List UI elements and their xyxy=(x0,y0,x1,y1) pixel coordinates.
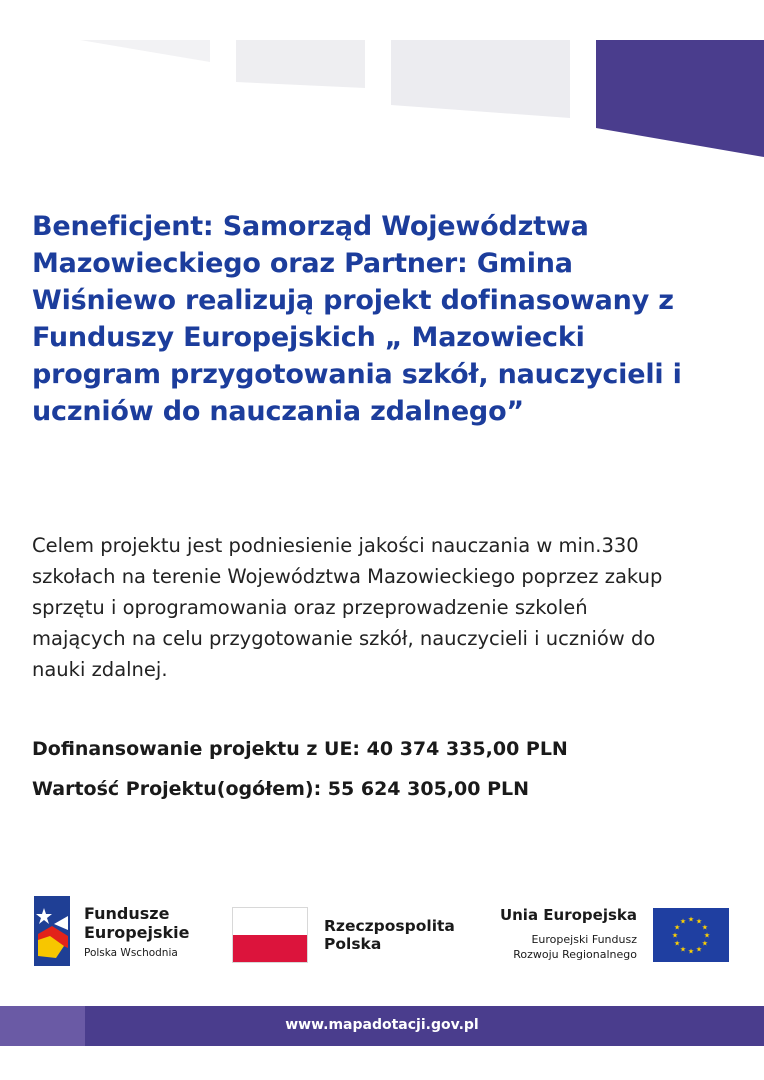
footer-bar xyxy=(0,1006,764,1046)
description-line: sprzętu i oprogramowania oraz przeprowadzenie szkoleń xyxy=(32,596,588,619)
fe-logo-line: Fundusze xyxy=(84,904,170,923)
heading-line: Beneficjent: Samorząd Województwa xyxy=(32,211,589,242)
heading-line: program przygotowania szkół, nauczycieli i xyxy=(32,359,682,390)
eu-star-icon: ★ xyxy=(701,939,709,948)
polish-flag-icon xyxy=(232,907,308,963)
eu-logo-line: Europejski Fundusz xyxy=(531,933,637,946)
decor-purple-block xyxy=(596,40,764,157)
description-line: nauki zdalnej. xyxy=(32,658,168,681)
eu-flag-icon xyxy=(653,908,729,962)
eu-star-icon: ★ xyxy=(671,931,679,940)
decor-stripe-2 xyxy=(236,40,365,88)
heading-line: uczniów do nauczania zdalnego” xyxy=(32,396,524,427)
heading-line: Mazowieckiego oraz Partner: Gmina xyxy=(32,248,573,279)
eu-star-icon: ★ xyxy=(687,915,695,924)
total-project-value: Wartość Projektu(ogółem): 55 624 305,00 PLN xyxy=(32,778,530,800)
eu-star-icon: ★ xyxy=(695,917,703,926)
eu-star-icon: ★ xyxy=(701,923,709,932)
eu-star-icon: ★ xyxy=(695,945,703,954)
pl-logo-line: Polska xyxy=(324,935,382,953)
heading-line: Wiśniewo realizują projekt dofinasowany z xyxy=(32,285,674,316)
fe-logo-line: Europejskie xyxy=(84,923,190,942)
eu-star-icon: ★ xyxy=(679,945,687,954)
eu-star-icon: ★ xyxy=(687,947,695,956)
heading-line: Funduszy Europejskich „ Mazowiecki xyxy=(32,322,585,353)
eu-logo-title: Unia Europejska xyxy=(499,906,637,924)
description-line: mających na celu przygotowanie szkół, nauczycieli i uczniów do xyxy=(32,627,656,650)
fe-logo-subtitle: Polska Wschodnia xyxy=(84,947,178,959)
description-line: szkołach na terenie Województwa Mazowieckiego poprzez zakup xyxy=(32,565,663,588)
footer-url[interactable]: www.mapadotacji.gov.pl xyxy=(285,1017,479,1033)
top-decoration xyxy=(0,0,764,170)
pl-logo-line: Rzeczpospolita xyxy=(324,917,455,935)
fe-logo-text xyxy=(84,904,190,942)
pl-logo-text xyxy=(324,917,455,953)
eu-star-icon: ★ xyxy=(703,931,711,940)
eu-cofinancing-amount: Dofinansowanie projektu z UE: 40 374 335,00 PLN xyxy=(32,738,568,760)
description-line: Celem projektu jest podniesienie jakości nauczania w min.330 xyxy=(32,534,639,557)
decor-stripe-1 xyxy=(80,40,210,62)
project-heading xyxy=(32,208,732,430)
project-description xyxy=(32,530,742,685)
eu-logo-line: Rozwoju Regionalnego xyxy=(513,948,637,961)
eu-logo-subtitle xyxy=(513,932,637,962)
logo-bar xyxy=(0,890,764,980)
eu-star-icon: ★ xyxy=(673,923,681,932)
decor-stripe-3 xyxy=(391,40,570,118)
eu-star-icon: ★ xyxy=(673,939,681,948)
eu-star-icon: ★ xyxy=(679,917,687,926)
fundusze-europejskie-logo xyxy=(34,896,74,966)
